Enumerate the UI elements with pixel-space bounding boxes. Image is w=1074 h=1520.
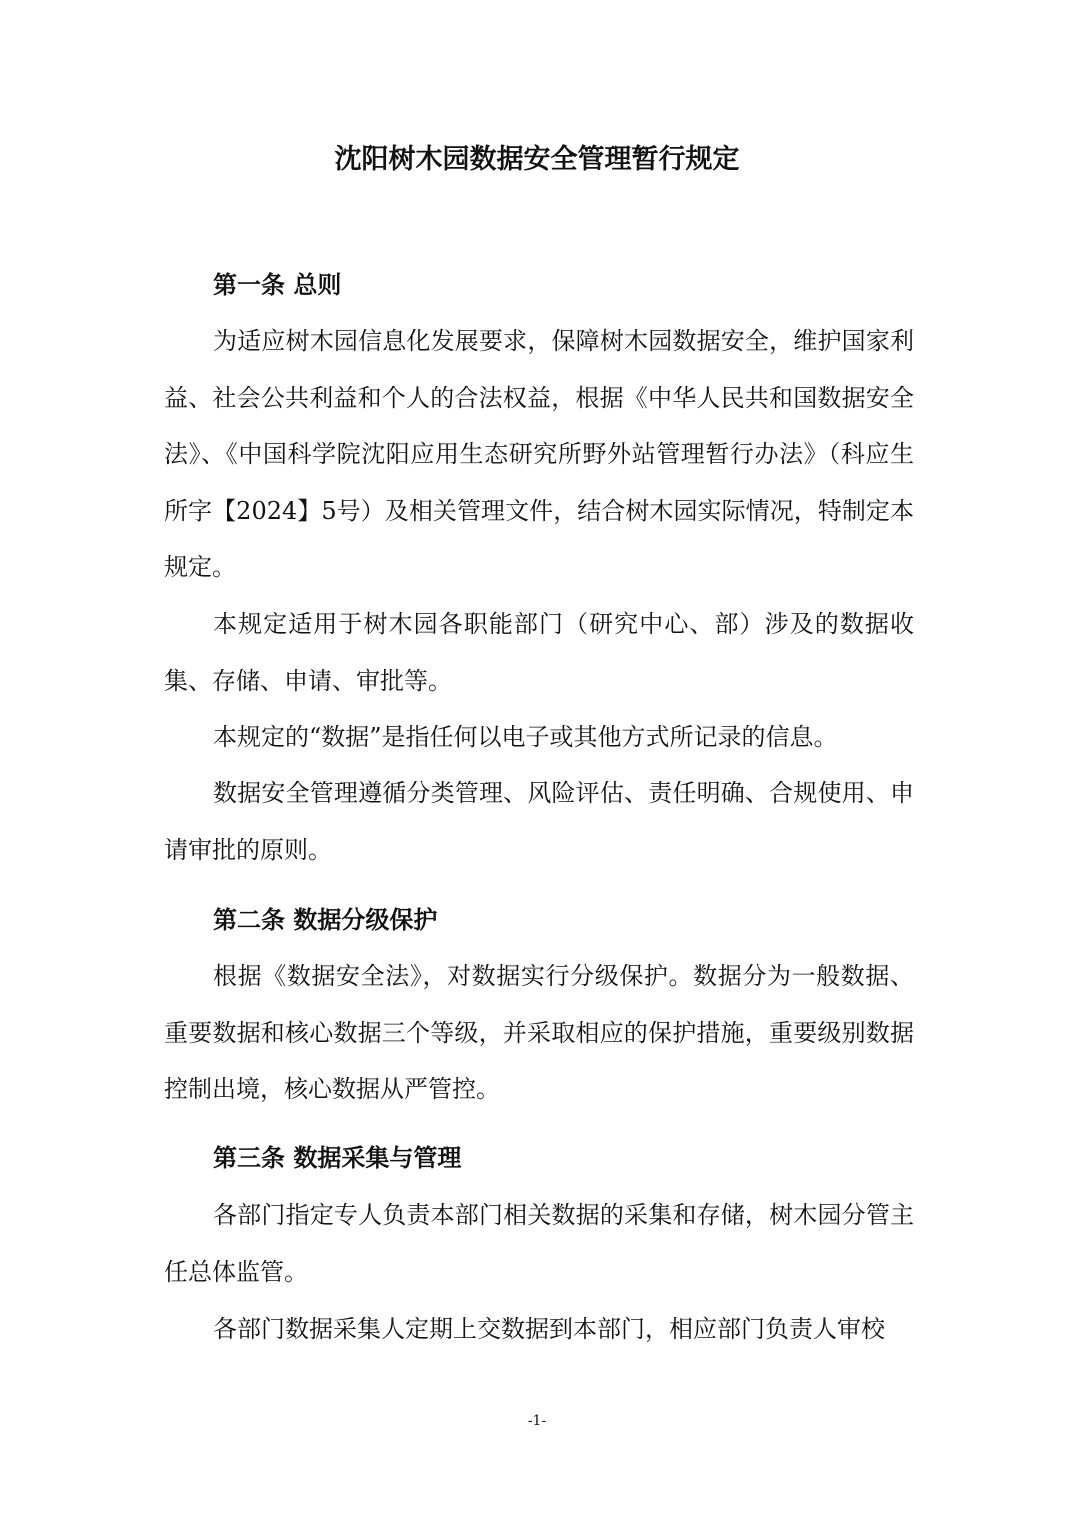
section-heading-data-collection: 第三条 数据采集与管理 <box>213 1143 462 1172</box>
section-heading-data-classification: 第二条 数据分级保护 <box>213 905 438 934</box>
paragraph: 根据《数据安全法》，对数据实行分级保护。数据分为一般数据、重要数据和核心数据三个等级，并采取相应的保护措施，重要级别数据控制出境，核心数据从严管控。 <box>164 962 914 1103</box>
section-heading-general: 第一条 总则 <box>213 270 342 299</box>
paragraph: 为适应树木园信息化发展要求，保障树木园数据安全，维护国家利益、社会公共利益和个人的合法权益，根据《中华人民共和国数据安全法》、《中国科学院沈阳应用生态研究所野外站管理暂行办法》（科应生所字【2024】5号）及相关管理文件，结合树木园实际情况，特制定本规定。 <box>164 327 914 581</box>
paragraph: 数据安全管理遵循分类管理、风险评估、责任明确、合规使用、申请审批的原则。 <box>164 779 914 864</box>
paragraph: 本规定的“数据”是指任何以电子或其他方式所记录的信息。 <box>213 723 838 751</box>
paragraph: 各部门指定专人负责本部门相关数据的采集和存储，树木园分管主任总体监管。 <box>164 1201 914 1286</box>
document-title: 沈阳树木园数据安全管理暂行规定 <box>334 144 740 175</box>
paragraph: 本规定适用于树木园各职能部门（研究中心、部）涉及的数据收集、存储、申请、审批等。 <box>164 610 914 695</box>
paragraph: 各部门数据采集人定期上交数据到本部门，相应部门负责人审校 <box>213 1315 885 1343</box>
page-number: -1- <box>527 1413 547 1429</box>
